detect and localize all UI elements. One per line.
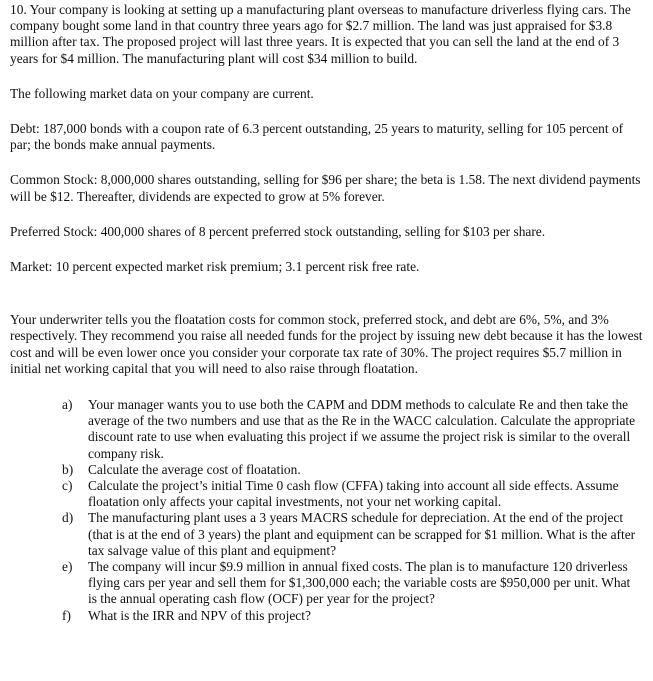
task-marker: f) — [62, 607, 71, 623]
task-marker: d) — [62, 510, 74, 526]
task-text: Calculate the project’s initial Time 0 cash flow (CFFA) taking into account all side effects. Assume floatation only affects your capital investments, not your net working capital. — [88, 478, 619, 510]
debt-info: Debt: 187,000 bonds with a coupon rate of 6.3 percent outstanding, 25 years to maturity, selling for 105 percent of par; the bonds make annual payments. — [10, 121, 624, 153]
task-item-d — [62, 510, 636, 559]
task-text: The company will incur $9.9 million in annual fixed costs. The plan is to manufacture 120 driverless flying cars per year and sell them for $1,300,000 each; the variable costs are $950,000 per unit. What is the annual operating cash flow (OCF) per year for the project? — [88, 559, 631, 607]
task-item-b — [62, 462, 636, 478]
problem-page — [10, 2, 643, 624]
task-item-a — [62, 397, 636, 462]
task-text: What is the IRR and NPV of this project? — [88, 607, 311, 623]
task-marker: c) — [62, 478, 73, 494]
task-text: Your manager wants you to use both the CAPM and DDM methods to calculate Re and then take the average of the two numbers and use that as the Re in the WACC calculation. Calculate the appropriate discount rate to use when evaluating this project if we assume the project risk is similar to the overall company risk. — [88, 397, 636, 461]
task-marker: e) — [62, 559, 73, 575]
market-data-intro: The following market data on your company are current. — [10, 85, 314, 101]
preferred-stock-info: Preferred Stock: 400,000 shares of 8 percent preferred stock outstanding, selling for $103 per share. — [10, 223, 546, 239]
task-item-c — [62, 478, 636, 510]
task-item-e — [62, 559, 636, 608]
task-marker: a) — [62, 397, 73, 413]
market-info: Market: 10 percent expected market risk premium; 3.1 percent risk free rate. — [10, 259, 420, 275]
task-list — [10, 397, 643, 624]
problem-intro: 10. Your company is looking at setting up a manufacturing plant overseas to manufacture driverless flying cars. The company bought some land in that country three years ago for $2.7 million. The land was just appraised for $3.8 million after tax. The proposed project will last three years. It is expected that you can sell the land at the end of 3 years for $4 million. The manufacturing plant will cost $34 million to build. — [10, 2, 631, 66]
underwriter-info: Your underwriter tells you the floatation costs for common stock, preferred stock, and debt are 6%, 5%, and 3% respectively. They recommend you raise all needed funds for the project by issuing new debt because it has the lowest cost and will be even lower once you consider your corporate tax rate of 30%. The project requires $5.7 million in initial net working capital that you will need to also raise through floatation. — [10, 312, 643, 376]
task-text: The manufacturing plant uses a 3 years MACRS schedule for depreciation. At the end of the project (that is at the end of 3 years) the plant and equipment can be scrapped for $1 million. What is the after tax salvage value of this plant and equipment? — [88, 510, 636, 558]
task-marker: b) — [62, 461, 74, 477]
task-text: Calculate the average cost of floatation. — [88, 461, 301, 477]
common-stock-info: Common Stock: 8,000,000 shares outstanding, selling for $96 per share; the beta is 1.58. The next dividend payments will be $12. Thereafter, dividends are expected to grow at 5% forever. — [10, 172, 641, 204]
task-item-f — [62, 608, 636, 624]
